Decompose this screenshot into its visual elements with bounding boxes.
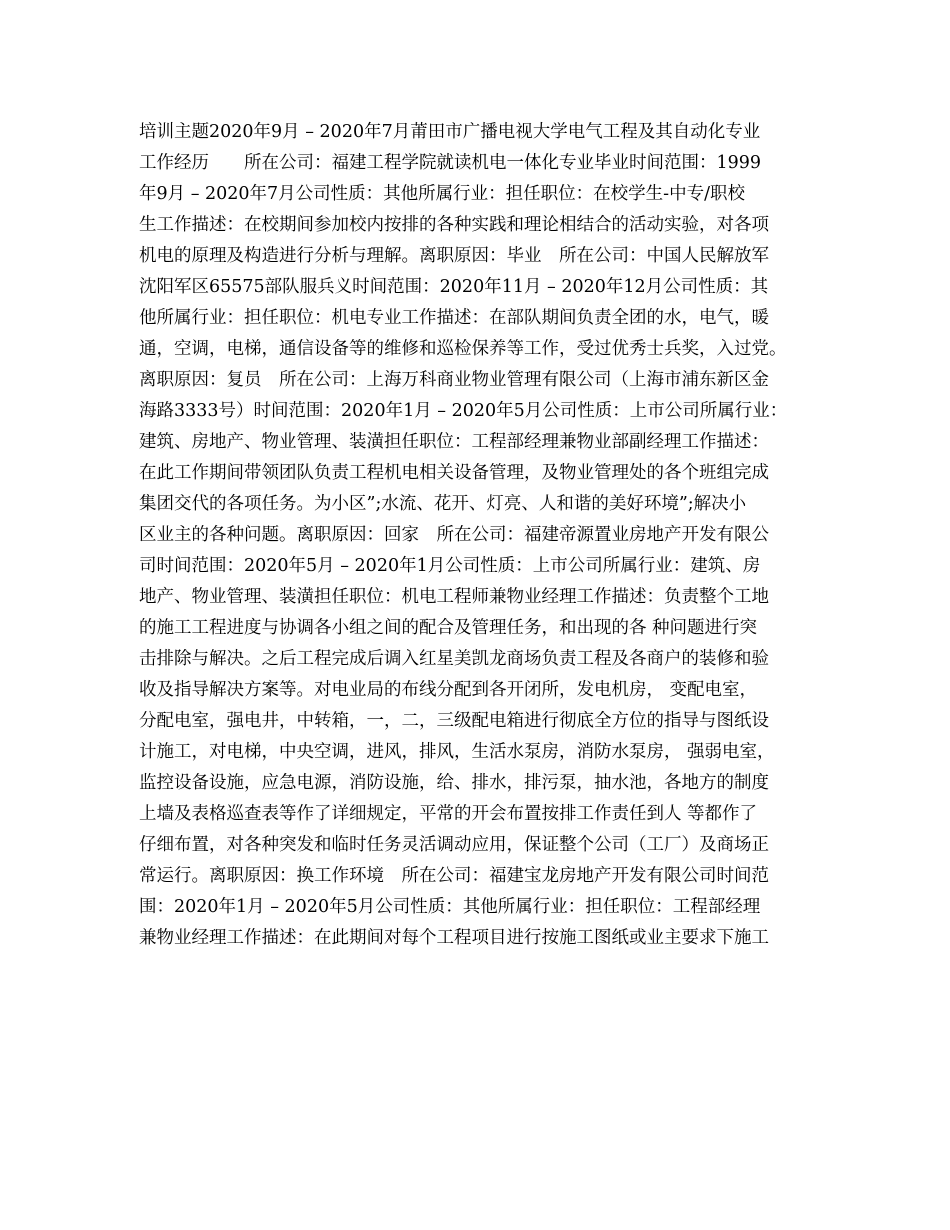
text-line-4: 生工作描述：在校期间参加校内按排的各种实践和理论相结合的活动实验，对各项 [139,215,769,235]
text-line-23: 上墙及表格巡查表等作了详细规定，平常的开会布置按排工作责任到人 等都作了 [139,804,758,824]
text-line-8: 通，空调，电梯，通信设备等的维修和巡检保养等工作，受过优秀士兵奖，入过党。 [139,339,787,359]
text-line-26: 围：2020年1月 – 2020年5月公司性质：其他所属行业：担任职位：工程部经理 [139,897,761,917]
body-text [139,117,819,954]
text-line-14: 区业主的各种问题。离职原因：回家 所在公司：福建帝源置业房地产开发有限公 [139,525,769,545]
text-line-21: 计施工，对电梯，中央空调，进风，排风，生活水泵房，消防水泵房， 强弱电室， [139,742,775,762]
text-line-22: 监控设备设施，应急电源，消防设施，给、排水，排污泵，抽水池，各地方的制度 [139,773,769,793]
text-line-5: 机电的原理及构造进行分析与理解。离职原因：毕业 所在公司：中国人民解放军 [139,246,769,266]
text-line-1: 培训主题2020年9月 – 2020年7月莆田市广播电视大学电气工程及其自动化专业 [139,122,761,142]
text-line-11: 建筑、房地产、物业管理、装潢担任职位：工程部经理兼物业部副经理工作描述： [139,432,769,452]
text-line-27: 兼物业经理工作描述：在此期间对每个工程项目进行按施工图纸或业主要求下施工 [139,928,769,948]
text-line-2: 工作经历 所在公司：福建工程学院就读机电一体化专业毕业时间范围：1999 [139,153,762,173]
text-line-18: 击排除与解决。之后工程完成后调入红星美凯龙商场负责工程及各商户的装修和验 [139,649,769,669]
text-line-6: 沈阳军区65575部队服兵义时间范围：2020年11月 – 2020年12月公司性质：其 [139,277,769,297]
text-line-9: 离职原因：复员 所在公司：上海万科商业物业管理有限公司（上海市浦东新区金 [139,370,769,390]
text-line-15: 司时间范围：2020年5月 – 2020年1月公司性质：上市公司所属行业：建筑、房 [139,556,761,576]
text-line-12: 在此工作期间带领团队负责工程机电相关设备管理，及物业管理处的各个班组完成 [139,463,769,483]
text-line-13: 集团交代的各项任务。为小区”;水流、花开、灯亮、人和谐的美好环境”;解决小 [139,494,747,514]
text-line-16: 地产、物业管理、装潢担任职位：机电工程师兼物业经理工作描述：负责整个工地 [139,587,769,607]
text-line-10: 海路3333号）时间范围：2020年1月 – 2020年5月公司性质：上市公司所属行业： [139,401,788,421]
text-line-24: 仔细布置，对各种突发和临时任务灵活调动应用，保证整个公司（工厂）及商场正 [139,835,769,855]
text-line-17: 的施工工程进度与协调各小组之间的配合及管理任务，和出现的各 种问题进行突 [139,618,758,638]
text-line-20: 分配电室，强电井，中转箱，一，二，三级配电箱进行彻底全方位的指导与图纸设 [139,711,769,731]
text-line-25: 常运行。离职原因：换工作环境 所在公司：福建宝龙房地产开发有限公司时间范 [139,866,769,886]
text-line-7: 他所属行业：担任职位：机电专业工作描述：在部队期间负责全团的水，电气，暖 [139,308,769,328]
text-line-3: 年9月 – 2020年7月公司性质：其他所属行业：担任职位：在校学生-中专/职校 [139,184,745,204]
text-line-19: 收及指导解决方案等。对电业局的布线分配到各开闭所，发电机房， 变配电室， [139,680,758,700]
